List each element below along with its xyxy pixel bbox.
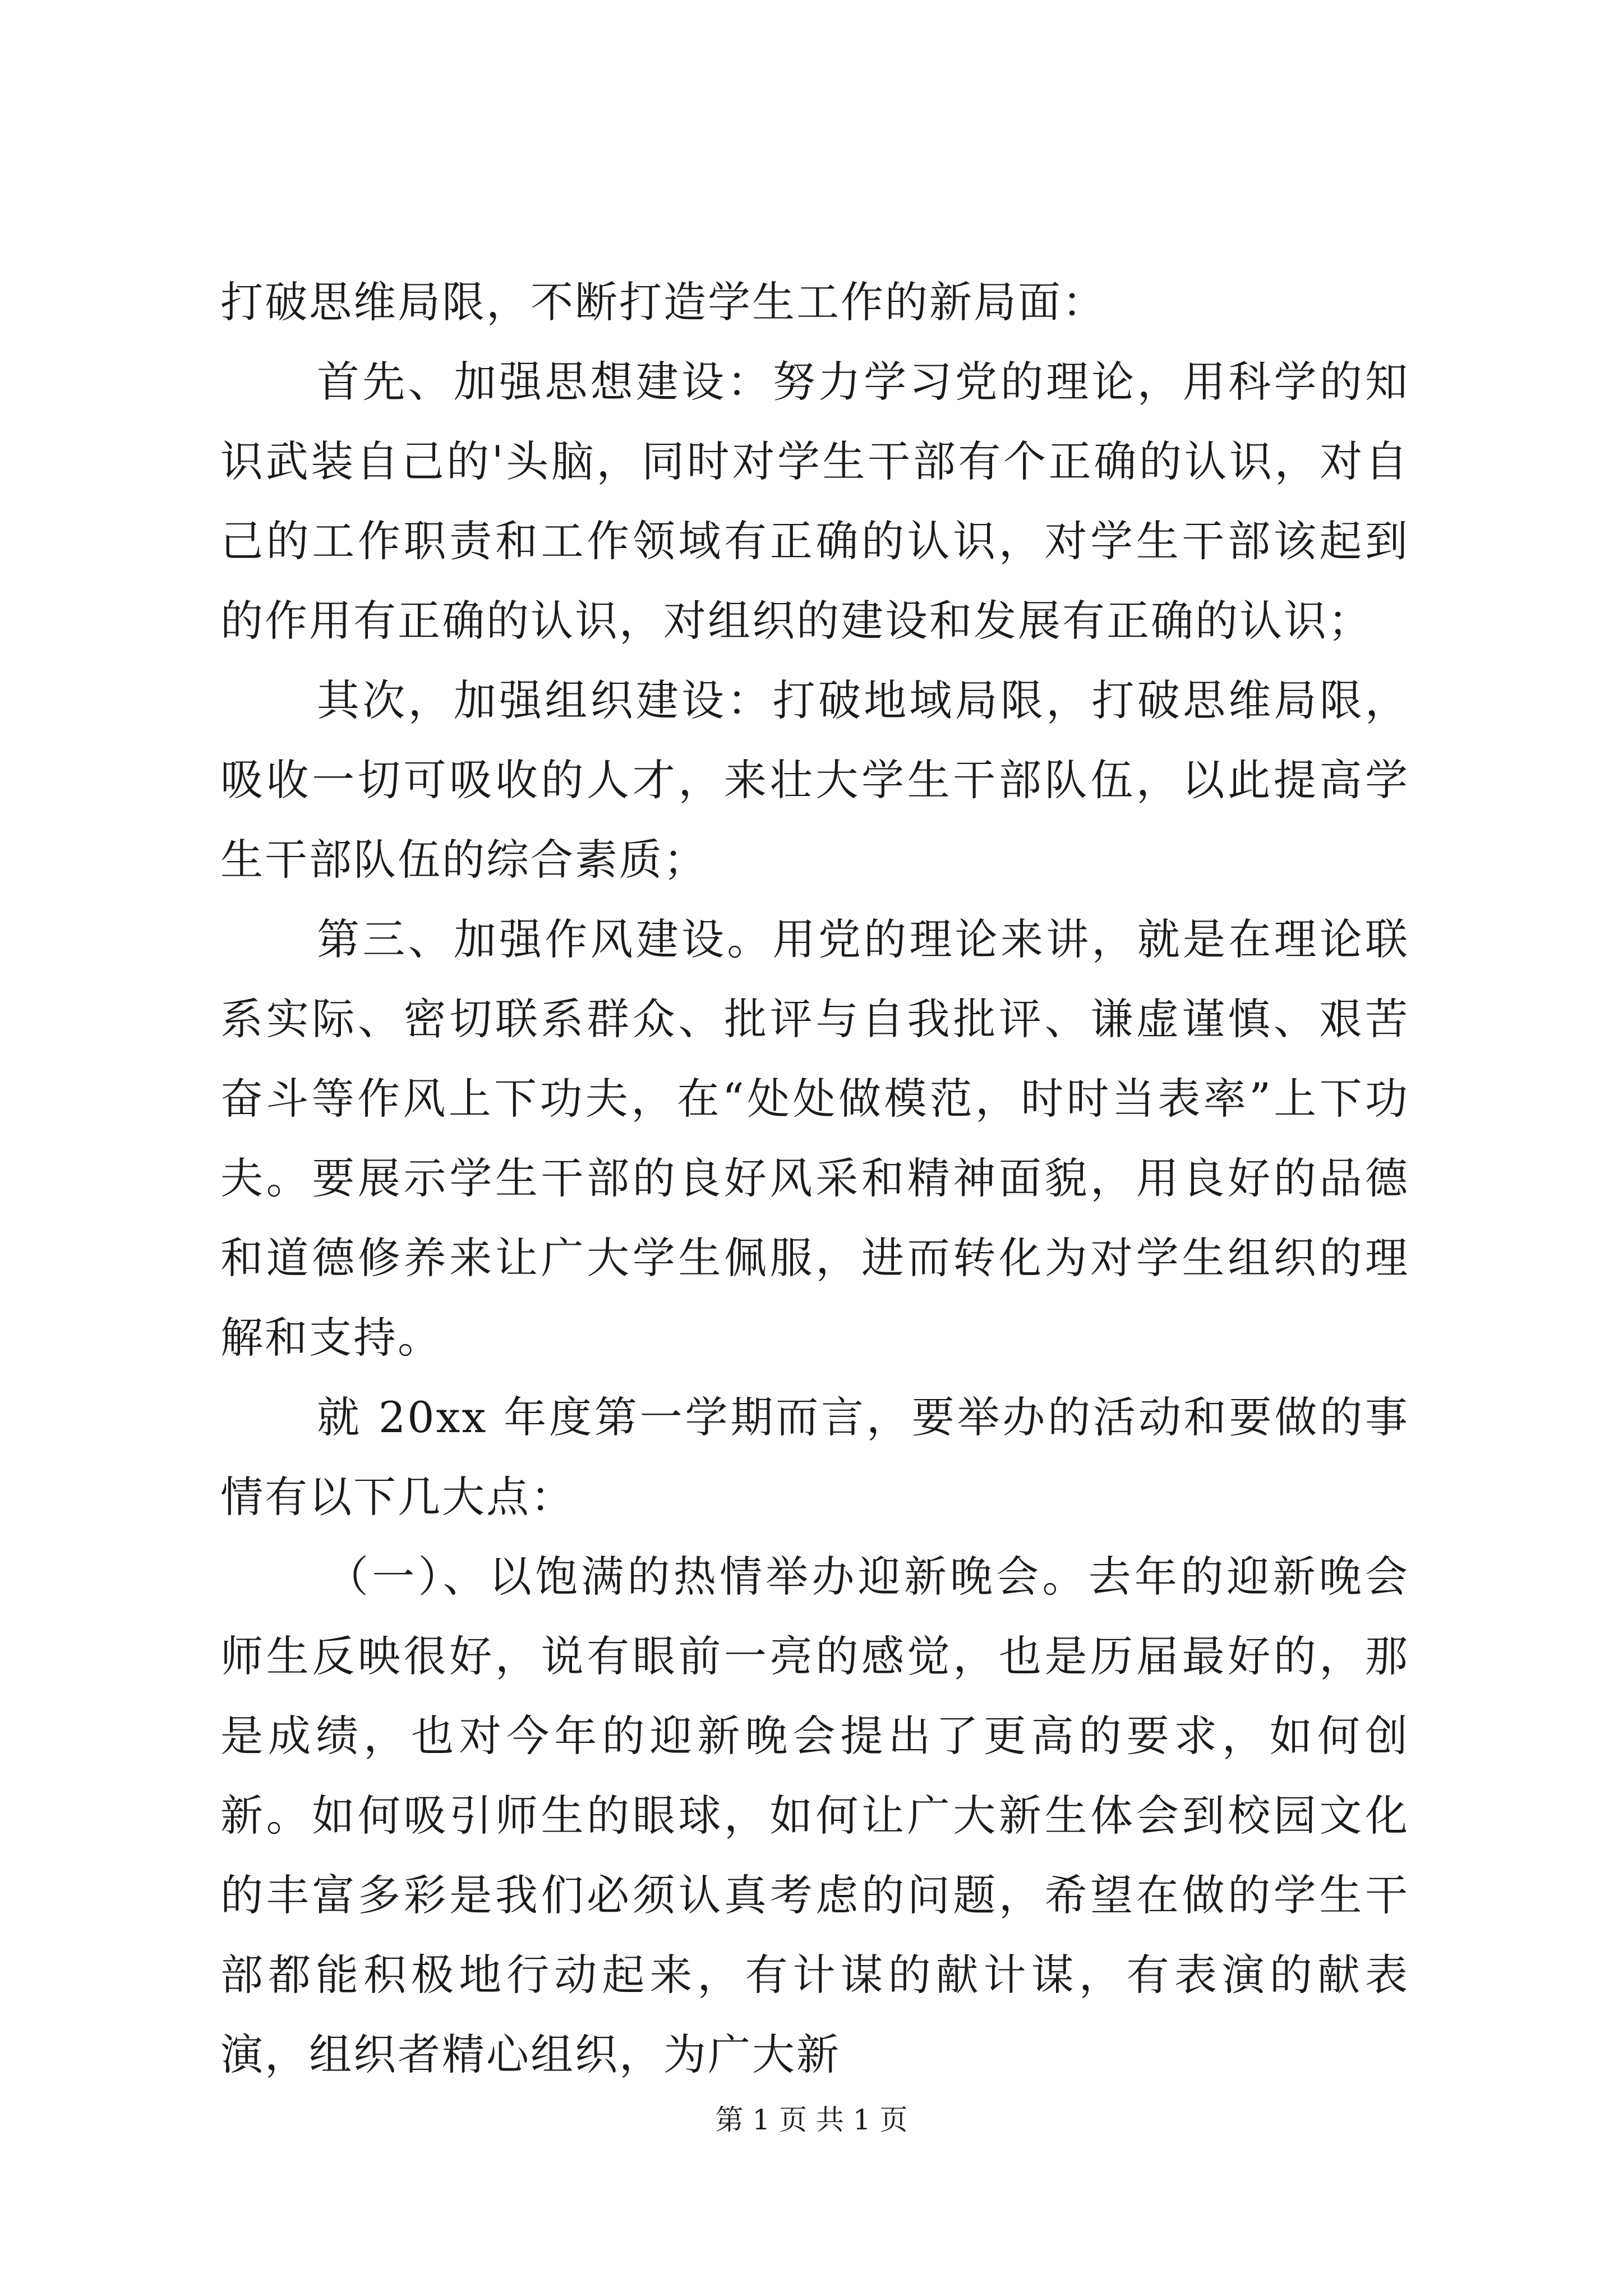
- paragraph-welcome-party: （一）、以饱满的热情举办迎新晚会。去年的迎新晚会师生反映很好，说有眼前一亮的感觉，也是历届最好的，那是成绩，也对今年的迎新晚会提出了更高的要求，如何创新。如何吸引师生的眼球，如何让广大新生体会到校园文化的丰富多彩是我们必须认真考虑的问题，希望在做的学生干部都能积极地行动起来，有计谋的献计谋，有表演的献表演，组织者精心组织，为广大新: [220, 1552, 1409, 2079]
- paragraph-organizational-building: 其次，加强组织建设：打破地域局限，打破思维局限，吸收一切可吸收的人才，来壮大学生干部队伍，以此提高学生干部队伍的综合素质；: [220, 675, 1409, 885]
- paragraph-ideological-building: 首先、加强思想建设：努力学习党的理论，用科学的知识武装自己的'头脑，同时对学生干部有个正确的认识，对自己的工作职责和工作领域有正确的认识，对学生干部该起到的作用有正确的认识，对组织的建设和发展有正确的认识；: [220, 357, 1409, 646]
- document-body: [220, 263, 1409, 2095]
- page-footer: 第 1 页 共 1 页: [715, 2104, 908, 2136]
- paragraph-work-style-building: 第三、加强作风建设。用党的理论来讲，就是在理论联系实际、密切联系群众、批评与自我批评、谦虚谨慎、艰苦奋斗等作风上下功夫，在“处处做模范，时时当表率”上下功夫。要展示学生干部的良好风采和精神面貌，用良好的品德和道德修养来让广大学生佩服，进而转化为对学生组织的理解和支持。: [220, 914, 1409, 1363]
- paragraph-semester-plan: 就 20xx 年度第一学期而言，要举办的活动和要做的事情有以下几大点：: [220, 1392, 1409, 1522]
- paragraph-continuation: 打破思维局限，不断打造学生工作的新局面：: [220, 277, 1106, 327]
